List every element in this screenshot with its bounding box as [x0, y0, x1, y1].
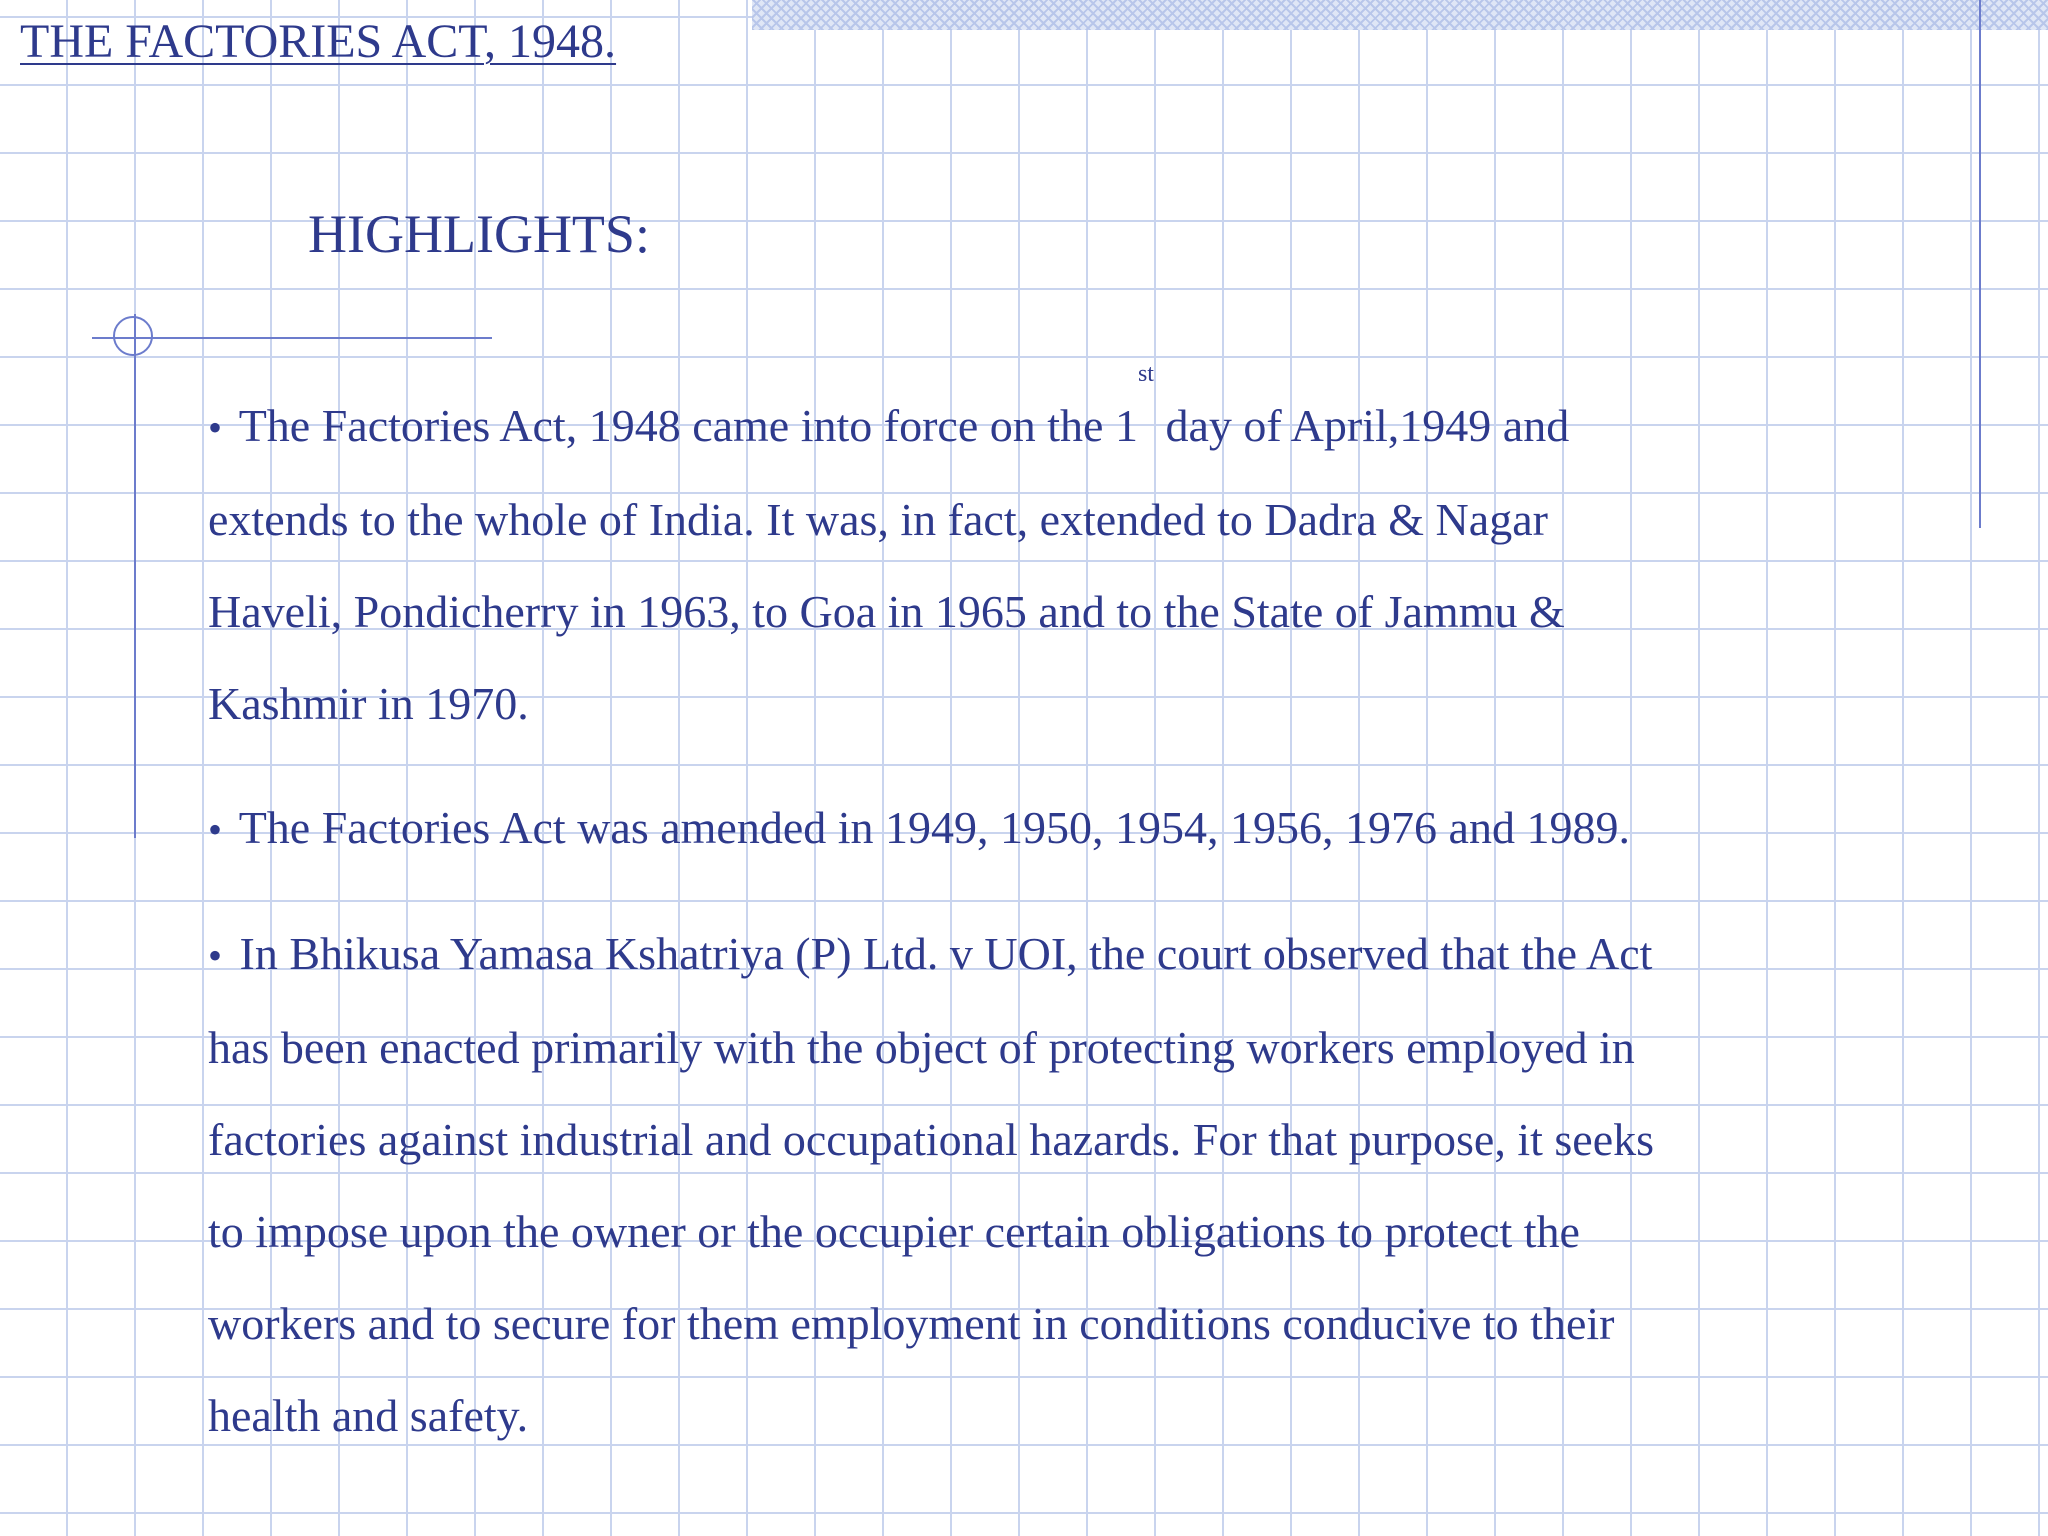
highlights-heading: HIGHLIGHTS: — [308, 204, 650, 264]
bullet-dot: • — [208, 807, 223, 852]
bullet-dot: • — [208, 933, 223, 978]
bullet-line: workers and to secure for them employment in conditions conducive to their — [208, 1298, 1615, 1349]
bullet-line: to impose upon the owner or the occupier certain obligations to protect the — [208, 1206, 1580, 1257]
bullet-item-commencement — [208, 361, 1848, 750]
bullet-line: health and safety. — [208, 1390, 529, 1441]
bullet-line — [208, 361, 1848, 474]
bullet-dot: • — [208, 405, 223, 450]
bullet-line-text: The Factories Act was amended in 1949, 1950, 1954, 1956, 1976 and 1989. — [238, 802, 1630, 853]
bullet-line-text: The Factories Act, 1948 came into force on the 1 — [238, 400, 1138, 451]
bullet-item-amendments — [208, 782, 1848, 876]
bullet-line-text: In Bhikusa Yamasa Kshatriya (P) Ltd. v UOI, the court observed that the Act — [239, 928, 1653, 979]
ordinal-suffix: st — [1137, 361, 1154, 387]
slide-title: THE FACTORIES ACT, 1948. — [20, 15, 617, 68]
highlights-list — [208, 361, 1848, 1494]
bullet-line — [208, 782, 1848, 876]
bullet-line: Kashmir in 1970. — [208, 678, 529, 729]
decorative-right-rule — [1979, 0, 1981, 528]
bullet-line: factories against industrial and occupational hazards. For that purpose, it seeks — [208, 1114, 1655, 1165]
bullet-line: has been enacted primarily with the object of protecting workers employed in — [208, 1022, 1635, 1073]
decorative-top-band — [752, 0, 2048, 30]
bullet-line: Haveli, Pondicherry in 1963, to Goa in 1965 and to the State of Jammu & — [208, 586, 1565, 637]
bullet-item-case-law — [208, 908, 1848, 1462]
bullet-line-text: day of April,1949 and — [1153, 400, 1570, 451]
decorative-crosshair-circle — [113, 316, 153, 356]
bullet-line: extends to the whole of India. It was, in fact, extended to Dadra & Nagar — [208, 494, 1548, 545]
bullet-line — [208, 908, 1848, 1002]
decorative-vertical-rule — [134, 314, 136, 838]
